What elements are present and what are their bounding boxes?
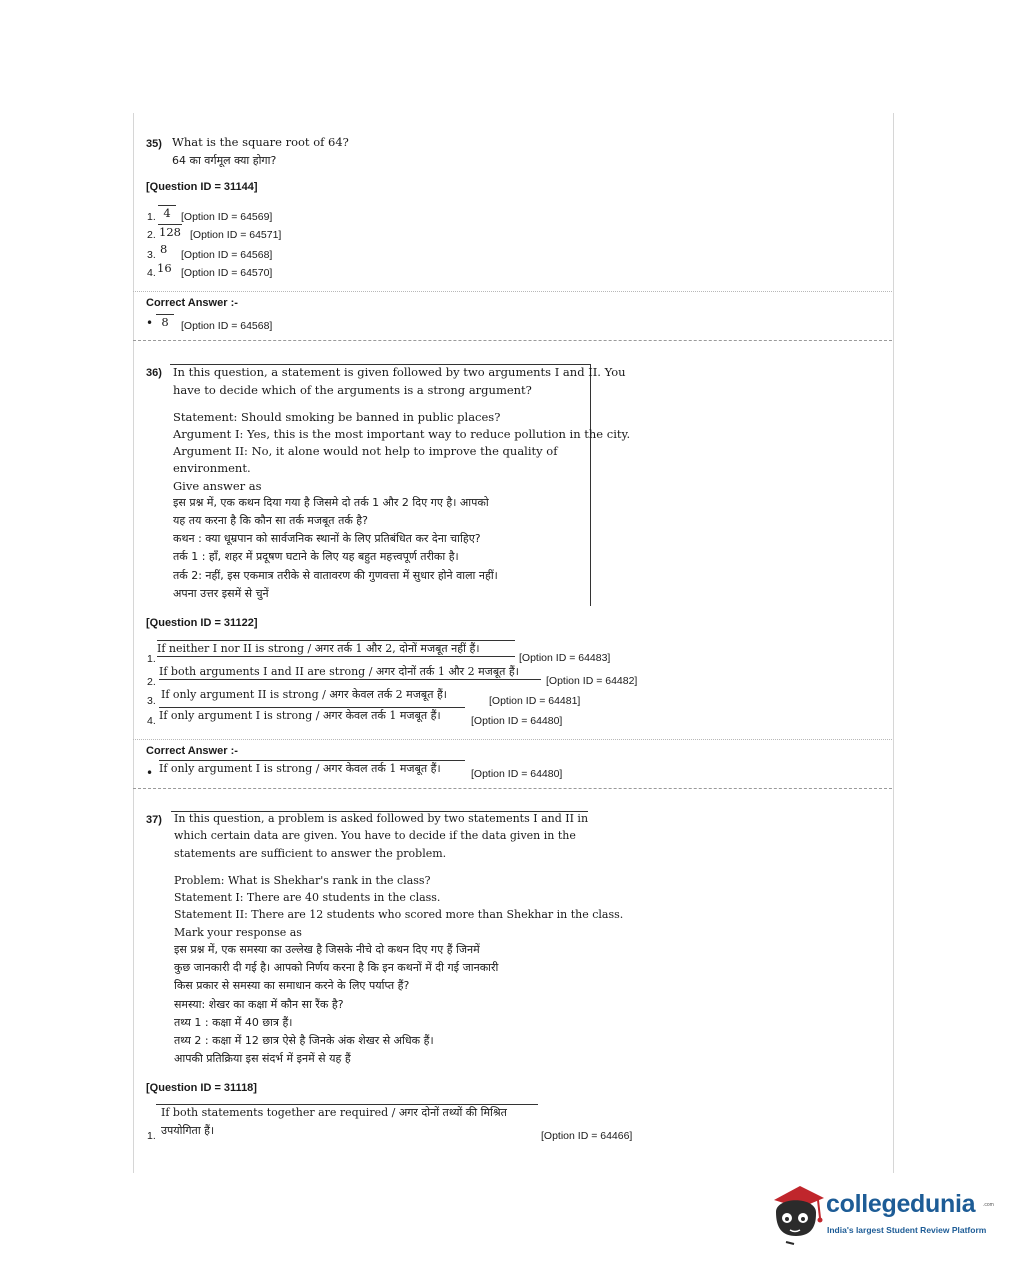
q35-correct-value: 8 — [156, 314, 174, 329]
option-number: 1. — [147, 653, 156, 665]
collegedunia-logo — [766, 1178, 996, 1248]
q35-correct-id: [Option ID = 64568] — [181, 320, 273, 332]
option-id: [Option ID = 64482] — [546, 675, 638, 687]
q36-hindi-2: यह तय करना है कि कौन सा तर्क मजबूत तर्क है? — [173, 514, 368, 527]
option-id: [Option ID = 64571] — [190, 229, 282, 241]
q35-number: 35) — [146, 138, 162, 150]
q36-question-id: [Question ID = 31122] — [146, 617, 258, 629]
option-id: [Option ID = 64570] — [181, 267, 273, 279]
option-value: 128 — [159, 225, 181, 239]
option-number: 4. — [147, 267, 156, 279]
q36-correct-id: [Option ID = 64480] — [471, 768, 563, 780]
q37-number: 37) — [146, 814, 162, 826]
q36-hindi-3: कथन : क्या धूम्रपान को सार्वजनिक स्थानों के लिए प्रतिबंधित कर देना चाहिए? — [173, 532, 481, 545]
brand-name: collegedunia — [826, 1190, 976, 1218]
q37-hindi-1: इस प्रश्न में, एक समस्या का उल्लेख है जिसके नीचे दो कथन दिए गए हैं जिनमें — [174, 943, 480, 956]
q35-text-en: What is the square root of 64? — [172, 135, 349, 149]
q37-line-3: statements are sufficient to answer the problem. — [174, 847, 447, 860]
option-number: 4. — [147, 715, 156, 727]
q36-argument-1: Argument I: Yes, this is the most important way to reduce pollution in the city. — [173, 427, 631, 441]
option-value: If only argument I is strong / अगर केवल तर्क 1 मजबूत हैं। — [159, 707, 465, 723]
q36-correct-value: If only argument I is strong / अगर केवल तर्क 1 मजबूत हैं। — [159, 760, 465, 776]
option-value-line-1: If both statements together are required / अगर दोनों तथ्यों की मिश्रित — [161, 1106, 507, 1119]
option-number: 1. — [147, 211, 156, 223]
q36-line-6: environment. — [173, 461, 251, 475]
divider — [133, 739, 892, 740]
q36-correct-label: Correct Answer :- — [146, 745, 238, 757]
q37-hindi-4: समस्या: शेखर का कक्षा में कौन सा रैंक है? — [174, 998, 344, 1011]
q36-statement: Statement: Should smoking be banned in public places? — [173, 410, 501, 424]
q36-hindi-5: तर्क 2: नहीं, इस एकमात्र तरीके से वातावरण की गुणवत्ता में सुधार होने वाला नहीं। — [173, 569, 498, 582]
bullet: • — [146, 766, 154, 780]
q36-line-1: In this question, a statement is given followed by two arguments I and II. You — [173, 365, 626, 379]
option-id: [Option ID = 64483] — [519, 652, 611, 664]
q37-line-7: Mark your response as — [174, 926, 302, 939]
option-value: If both arguments I and II are strong / अगर दोनों तर्क 1 और 2 मजबूत हैं। — [159, 664, 541, 680]
q36-line-2: have to decide which of the arguments is a strong argument? — [173, 383, 532, 397]
q37-hindi-7: आपकी प्रतिक्रिया इस संदर्भ में इनमें से यह हैं — [174, 1052, 351, 1065]
q36-hindi-6: अपना उत्तर इसमें से चुनें — [173, 587, 269, 600]
q37-hindi-2: कुछ जानकारी दी गई है। आपको निर्णय करना है कि इन कथनों में दी गई जानकारी — [174, 961, 499, 974]
option-number: 3. — [147, 695, 156, 707]
option-id: [Option ID = 64480] — [471, 715, 563, 727]
bullet: • — [146, 316, 154, 330]
option-value: 8 — [160, 242, 168, 256]
option-value-line-2: उपयोगिता हैं। — [161, 1124, 215, 1137]
q36-number: 36) — [146, 367, 162, 379]
option-value: If neither I nor II is strong / अगर तर्क 1 और 2, दोनों मजबूत नहीं हैं। — [157, 640, 515, 657]
question-separator — [133, 788, 892, 789]
q36-hindi-1: इस प्रश्न में, एक कथन दिया गया है जिसमे दो तर्क 1 और 2 दिए गए है। आपको — [173, 496, 489, 509]
option-id: [Option ID = 64481] — [489, 695, 581, 707]
question-separator — [133, 340, 892, 341]
q37-problem: Problem: What is Shekhar's rank in the class? — [174, 874, 431, 887]
q37-line-1: In this question, a problem is asked followed by two statements I and II in — [174, 812, 589, 825]
q35-text-hi: 64 का वर्गमूल क्या होगा? — [172, 154, 277, 167]
option-number: 2. — [147, 229, 156, 241]
option-number: 2. — [147, 676, 156, 688]
option-number: 3. — [147, 249, 156, 261]
option-id: [Option ID = 64466] — [541, 1130, 633, 1142]
q35-question-id: [Question ID = 31144] — [146, 181, 258, 193]
option-value: 16 — [157, 261, 172, 275]
graduate-mascot-icon — [766, 1178, 828, 1248]
option-number: 1. — [147, 1130, 156, 1142]
divider — [133, 291, 892, 292]
brand-tagline: India's largest Student Review Platform — [827, 1225, 987, 1235]
option-id: [Option ID = 64568] — [181, 249, 273, 261]
q36-argument-2: Argument II: No, it alone would not help to improve the quality of — [173, 444, 558, 458]
q36-line-7: Give answer as — [173, 479, 262, 493]
q37-question-id: [Question ID = 31118] — [146, 1082, 257, 1094]
q37-hindi-5: तथ्य 1 : कक्षा में 40 छात्र हैं। — [174, 1016, 293, 1029]
option-value: 4 — [158, 205, 176, 220]
q35-correct-label: Correct Answer :- — [146, 297, 238, 309]
q37-line-2: which certain data are given. You have to decide if the data given in the — [174, 829, 576, 842]
q37-hindi-3: किस प्रकार से समस्या का समाधान करने के लिए पर्याप्त हैं? — [174, 979, 410, 992]
option-id: [Option ID = 64569] — [181, 211, 273, 223]
q37-statement-1: Statement I: There are 40 students in the class. — [174, 891, 441, 904]
q36-hindi-4: तर्क 1 : हाँ, शहर में प्रदूषण घटाने के लिए यह बहुत महत्त्वपूर्ण तरीका है। — [173, 550, 459, 563]
brand-domain: .com — [983, 1202, 994, 1208]
option-value: If only argument II is strong / अगर केवल तर्क 2 मजबूत हैं। — [161, 688, 447, 701]
q37-hindi-6: तथ्य 2 : कक्षा में 12 छात्र ऐसे है जिनके अंक शेखर से अधिक हैं। — [174, 1034, 434, 1047]
q37-statement-2: Statement II: There are 12 students who scored more than Shekhar in the class. — [174, 908, 624, 921]
